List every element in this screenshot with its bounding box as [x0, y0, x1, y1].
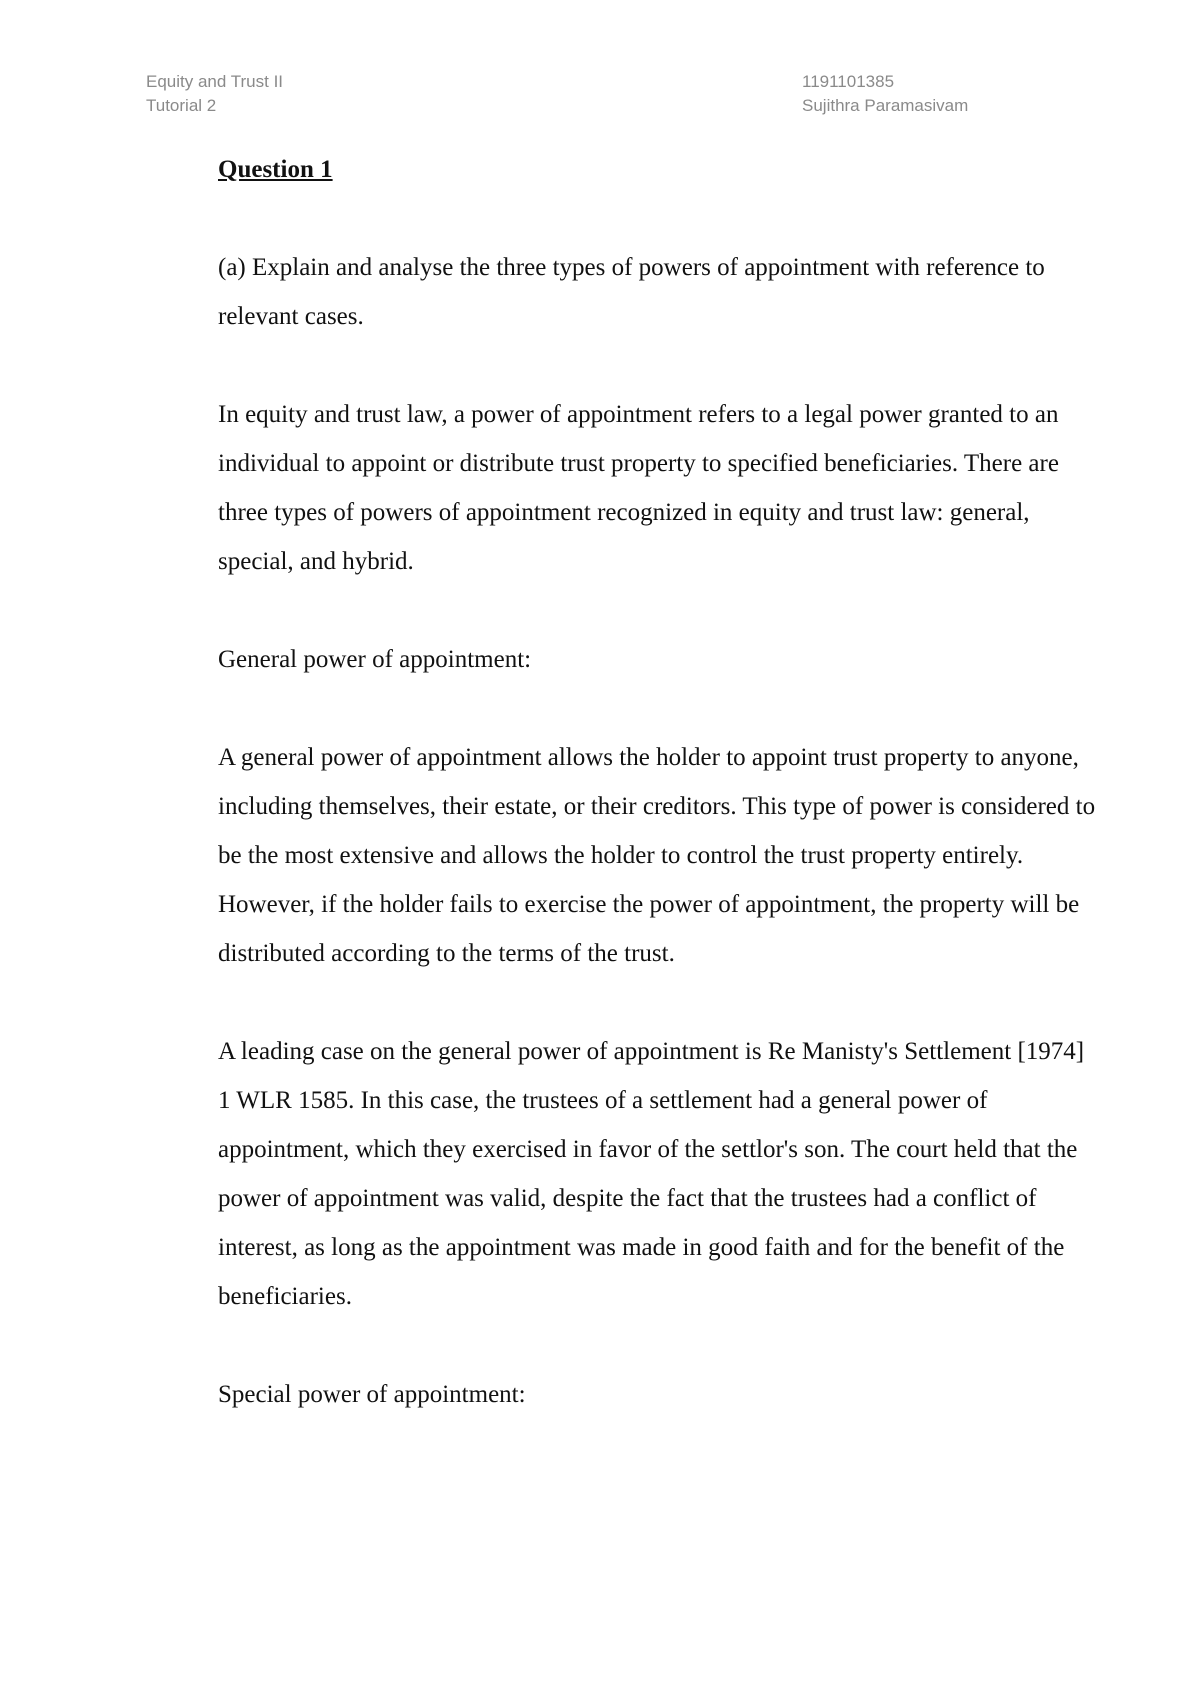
spacer — [218, 684, 1098, 733]
special-power-heading: Special power of appointment: — [218, 1381, 526, 1408]
spacer — [218, 1321, 1098, 1370]
question-title: Question 1 — [218, 156, 333, 183]
tutorial-label: Tutorial 2 — [146, 96, 217, 115]
student-name: Sujithra Paramasivam — [802, 96, 969, 115]
header-right — [802, 70, 968, 118]
intro-paragraph: In equity and trust law, a power of appointment refers to a legal power granted to an individual to appoint or distribute trust property to specified beneficiaries. There are three types of powers of appointment recognized in equity and trust law: general, special, and hybrid. — [218, 401, 1059, 575]
header-left — [146, 70, 283, 118]
document-body — [218, 145, 1098, 1419]
student-id: 1191101385 — [802, 72, 895, 91]
general-power-paragraph: A general power of appointment allows the holder to appoint trust property to anyone, including themselves, their estate, or their creditors. This type of power is considered to be the most extensive and allows the holder to control the trust property entirely. However, if the holder fails to exercise the power of appointment, the property will be distributed according to the terms of the trust. — [218, 744, 1096, 967]
spacer — [218, 978, 1098, 1027]
spacer — [218, 341, 1098, 390]
general-power-heading: General power of appointment: — [218, 646, 532, 673]
course-title: Equity and Trust II — [146, 72, 284, 91]
spacer — [218, 586, 1098, 635]
case-paragraph: A leading case on the general power of appointment is Re Manisty's Settlement [1974] 1 WLR 1585. In this case, the trustees of a settlement had a general power of appointment, which they exercised in favor of the settlor's son. The court held that the power of appointment was valid, despite the fact that the trustees had a conflict of interest, as long as the appointment was made in good faith and for the benefit of the beneficiaries. — [218, 1038, 1085, 1310]
question-prompt: (a) Explain and analyse the three types of powers of appointment with reference to relevant cases. — [218, 254, 1045, 330]
